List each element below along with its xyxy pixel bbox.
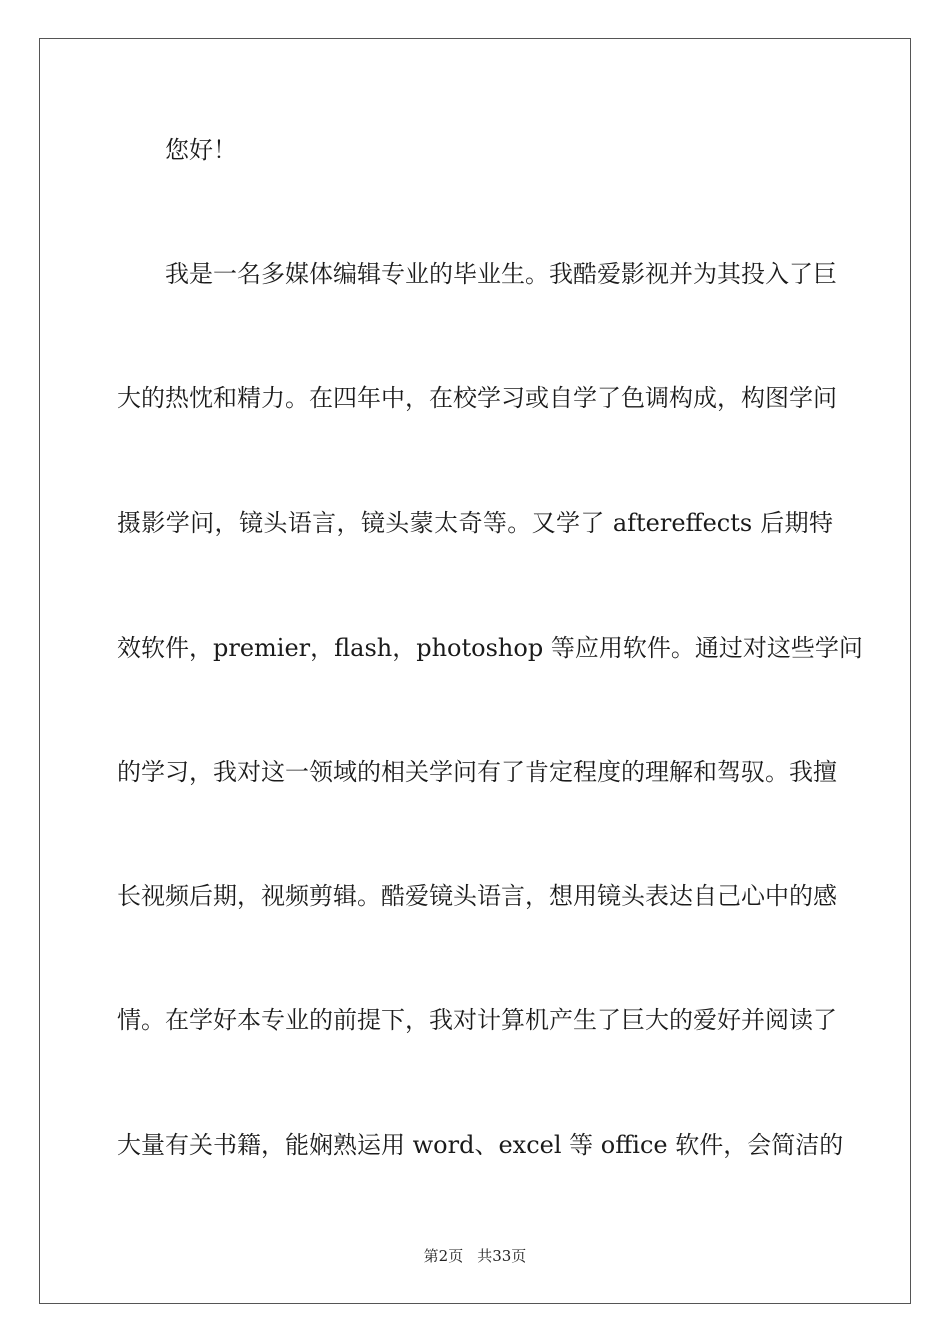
page-frame xyxy=(39,38,911,1304)
body-line-2: 大的热忱和精力。在四年中，在校学习或自学了色调构成，构图学问 xyxy=(117,384,837,412)
body-line-1: 我是一名多媒体编辑专业的毕业生。我酷爱影视并为其投入了巨 xyxy=(165,260,837,288)
body-line-7: 情。在学好本专业的前提下，我对计算机产生了巨大的爱好并阅读了 xyxy=(117,1006,837,1034)
body-line-5: 的学习，我对这一领域的相关学问有了肯定程度的理解和驾驭。我擅 xyxy=(117,758,837,786)
page-number-current: 第2页 xyxy=(423,1247,464,1265)
body-line-4: 效软件，premier，flash，photoshop 等应用软件。通过对这些学问 xyxy=(117,634,863,662)
page-footer xyxy=(0,1246,950,1266)
page-number-total: 共33页 xyxy=(477,1247,527,1265)
body-line-8: 大量有关书籍，能娴熟运用 word、excel 等 office 软件，会简洁的 xyxy=(117,1131,844,1159)
body-line-6: 长视频后期，视频剪辑。酷爱镜头语言，想用镜头表达自己心中的感 xyxy=(117,882,837,910)
body-line-3: 摄影学问，镜头语言，镜头蒙太奇等。又学了 aftereffects 后期特 xyxy=(117,509,833,537)
greeting: 您好！ xyxy=(165,136,237,164)
